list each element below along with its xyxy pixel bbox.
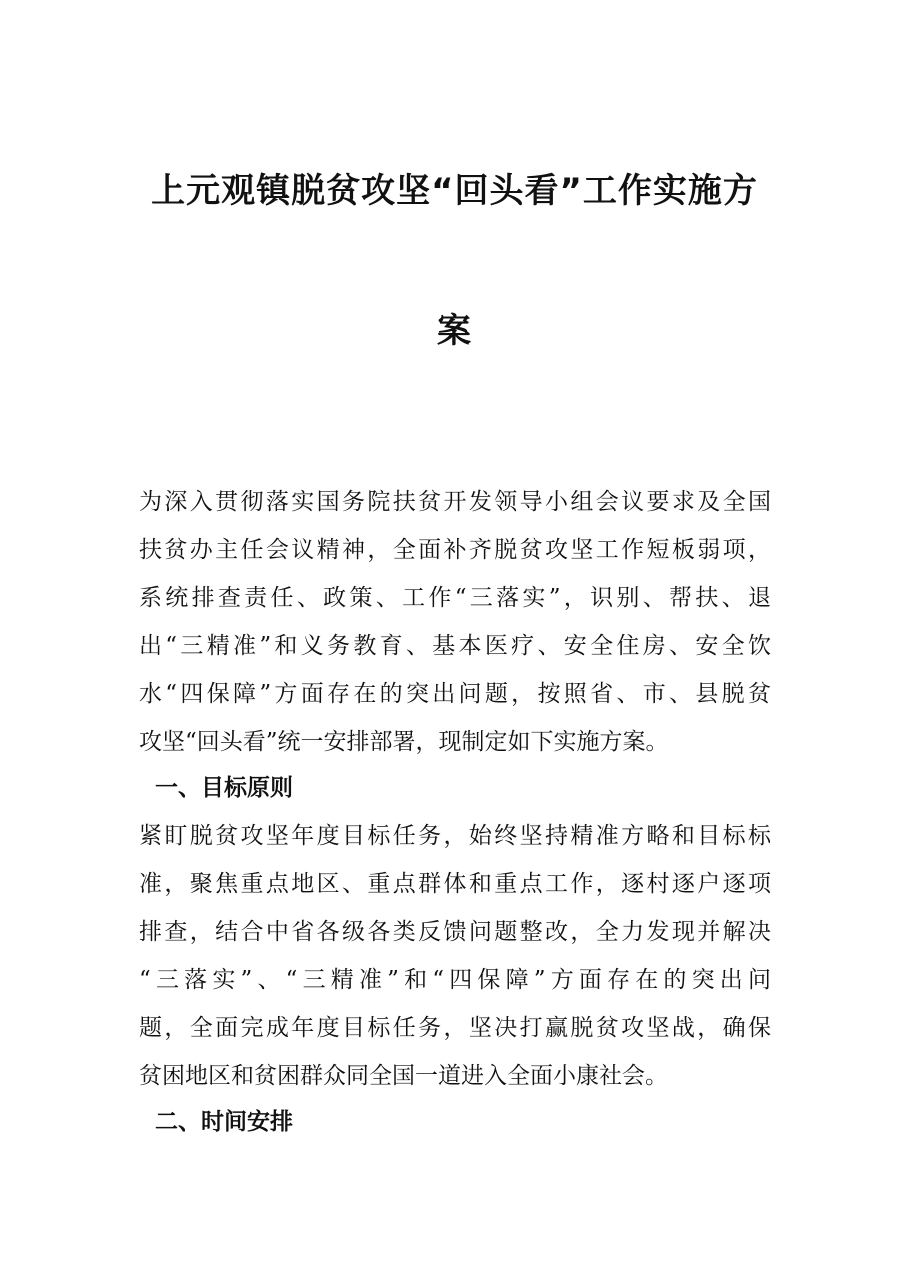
section-heading-schedule: 二、时间安排 <box>155 1109 293 1135</box>
intro-line-3: 系统排查责任、政策、工作“三落实”，识别、帮扶、退 <box>139 585 771 611</box>
section1-line-2: 准，聚焦重点地区、重点群体和重点工作，逐村逐户逐项 <box>139 871 771 897</box>
section1-line-4: “三落实”、“三精准”和“四保障”方面存在的突出问 <box>139 967 771 993</box>
section-heading-goals: 一、目标原则 <box>155 775 293 801</box>
intro-line-1: 为深入贯彻落实国务院扶贫开发领导小组会议要求及全国 <box>139 489 771 515</box>
intro-line-4: 出“三精准”和义务教育、基本医疗、安全住房、安全饮 <box>139 633 771 659</box>
section1-line-1: 紧盯脱贫攻坚年度目标任务，始终坚持精准方略和目标标 <box>139 823 771 849</box>
intro-line-2: 扶贫办主任会议精神，全面补齐脱贫攻坚工作短板弱项， <box>139 537 771 563</box>
intro-line-6: 攻坚“回头看”统一安排部署，现制定如下实施方案。 <box>139 729 669 755</box>
intro-line-5: 水“四保障”方面存在的突出问题，按照省、市、县脱贫 <box>139 681 771 707</box>
section1-line-3: 排查，结合中省各级各类反馈问题整改，全力发现并解决 <box>139 919 771 945</box>
section1-line-6: 贫困地区和贫困群众同全国一道进入全面小康社会。 <box>139 1063 668 1089</box>
document-title-line-1: 上元观镇脱贫攻坚“回头看”工作实施方 <box>151 171 758 211</box>
document-title-line-2: 案 <box>437 311 472 351</box>
section1-line-5: 题，全面完成年度目标任务，坚决打赢脱贫攻坚战，确保 <box>139 1015 771 1041</box>
